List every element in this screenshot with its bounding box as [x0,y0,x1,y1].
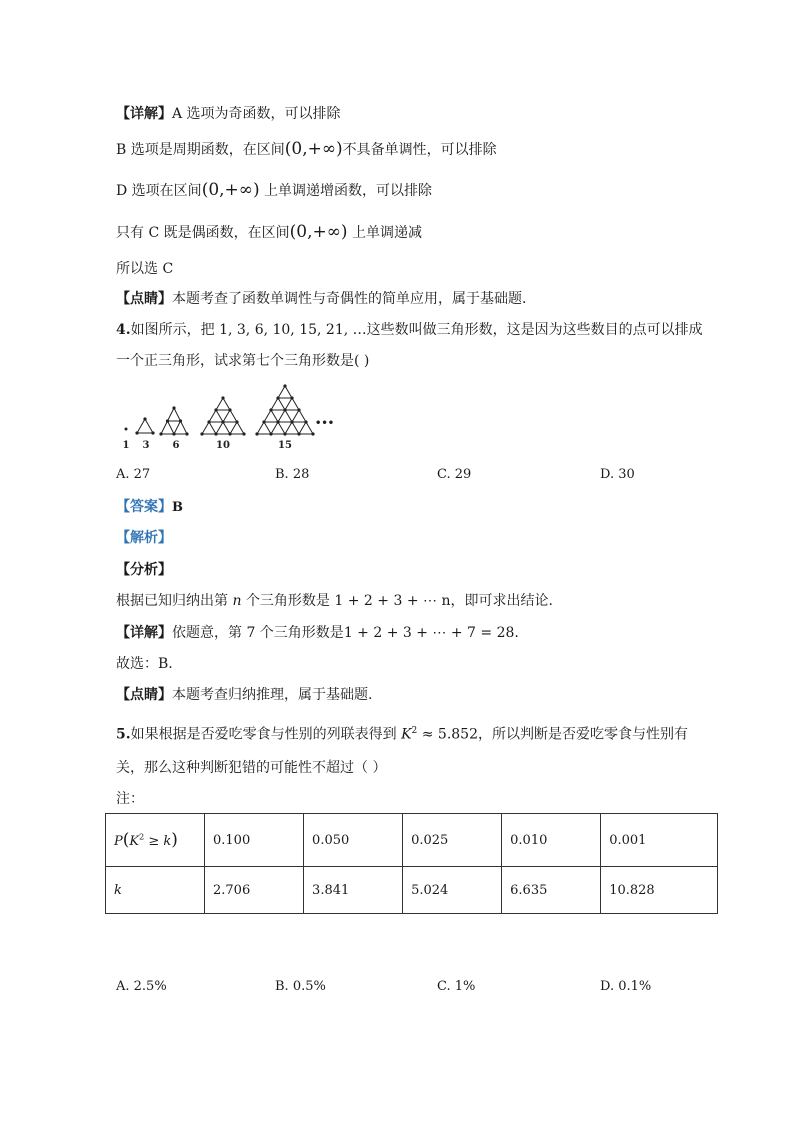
option-a[interactable]: A. 2.5% [116,979,167,994]
option-d[interactable]: D. 30 [600,467,635,482]
triangle-3 [137,419,153,433]
q4-conclusion: 故选：B. [116,656,173,672]
option-a[interactable]: A. 27 [116,467,151,482]
option-b[interactable]: B. 28 [275,467,310,482]
option-b-explanation [116,139,497,160]
interval: (0,+∞) [284,139,343,159]
text: ，即可求出结论. [450,593,553,609]
answer-value: B [172,500,183,515]
k-symbol: K [129,834,140,849]
question-4-line-2: 一个正三角形，试求第七个三角形数是( ) [116,353,370,369]
figure-label-6: 6 [172,440,180,451]
option-d-explanation [116,180,432,201]
detail-text-q4 [116,623,519,643]
q4-comment [116,685,372,705]
triangle-10 [202,398,244,434]
table-cell: 0.100 [205,814,304,867]
comment-tag: 【点睛】 [116,687,172,703]
table-cell: 2.706 [205,867,304,914]
figure-label-10: 10 [216,440,230,451]
option-c[interactable]: C. 1% [437,979,476,994]
comment-text: 本题考查归纳推理，属于基础题. [172,687,373,703]
text: 上单调递减 [347,225,422,241]
detail-tag: 【详解】 [116,106,172,122]
comment-text: 本题考查了函数单调性与奇偶性的简单应用，属于基础题． [172,291,536,307]
text: 不具备单调性，可以排除 [342,142,497,158]
option-c[interactable]: C. 29 [437,467,472,482]
critical-value-table [105,813,718,914]
text: . [514,625,519,641]
table-cell: 3.841 [304,867,403,914]
question-number: 5. [116,726,131,743]
table-cell: 0.025 [403,814,502,867]
p-symbol: P [114,834,123,849]
text: 个三角形数是 [245,593,330,609]
geq-k: ≥ k [144,834,172,849]
table-cell: 6.635 [502,867,601,914]
question-4-options [116,467,736,487]
text: 如果根据是否爱吃零食与性别的列联表得到 [130,726,397,743]
question-5-options [116,979,736,999]
comment-tag: 【点睛】 [116,291,172,307]
note-label: 注： [116,791,144,807]
k-variable: K [401,726,412,743]
option-c-explanation [116,222,422,243]
text: B 选项是周期函数，在区间 [116,142,285,158]
k-value: ≈ 5.852 [417,726,478,743]
table-row [106,814,718,867]
option-d[interactable]: D. 0.1% [600,979,652,994]
text: ，所以判断是否爱吃零食与性别有 [478,726,688,743]
detail-paragraph-1 [116,104,341,124]
detail-text: A 选项为奇函数，可以排除 [172,106,341,122]
table-cell: 5.024 [403,867,502,914]
question-5-line-2: 关，那么这种判断犯错的可能性不超过（ ） [116,760,387,776]
exponent: 2 [139,832,145,842]
triangle-numbers-figure [116,382,346,452]
text: 上单调递增函数，可以排除 [259,183,433,199]
figure-label-1: 1 [122,440,130,451]
triangle-6 [161,408,187,434]
table-cell: 0.001 [601,814,718,867]
exponent: 2 [411,726,418,736]
text: 只有 C 既是偶函数，在区间 [116,225,290,241]
interval: (0,+∞) [289,222,348,242]
answer-tag: 【答案】 [116,499,172,515]
figure-ellipsis: ••• [315,418,335,429]
figure-label-3: 3 [142,440,150,451]
table-cell: 0.010 [502,814,601,867]
dot [125,428,128,431]
sum-expression: 1 + 2 + 3 + ⋯ + 7 = 28 [343,625,515,641]
question-4-line-1 [116,320,703,340]
option-b[interactable]: B. 0.5% [275,979,326,994]
variable-n: n [232,593,242,609]
table-cell: 10.828 [601,867,718,914]
table-cell: 0.050 [304,814,403,867]
question-text: 如图所示，把 1, 3, 6, 10, 15, 21, …这些数叫做三角形数，这是因为这些数目的点可以排成 [130,322,703,338]
comment-paragraph [116,289,536,309]
question-5-line-1 [116,721,688,745]
fenxi-text [116,591,553,611]
choice-conclusion: 所以选 C [116,261,174,277]
text: 依题意，第 7 个三角形数是 [172,625,344,641]
text: D 选项在区间 [116,183,202,199]
question-number: 4. [116,322,131,338]
interval: (0,+∞) [201,180,260,200]
text: 根据已知归纳出第 [116,593,228,609]
answer-line [116,497,183,518]
analysis-tag: 【解析】 [116,530,172,546]
row-label-k: k [106,867,205,914]
fenxi-tag: 【分析】 [116,562,172,578]
sum-expression: 1 + 2 + 3 + ⋯ n [334,593,451,609]
detail-tag: 【详解】 [116,625,172,641]
figure-label-15: 15 [278,440,292,451]
row-label-probability: $P(K^2 \ge k)$ [106,814,205,867]
table-row [106,867,718,914]
